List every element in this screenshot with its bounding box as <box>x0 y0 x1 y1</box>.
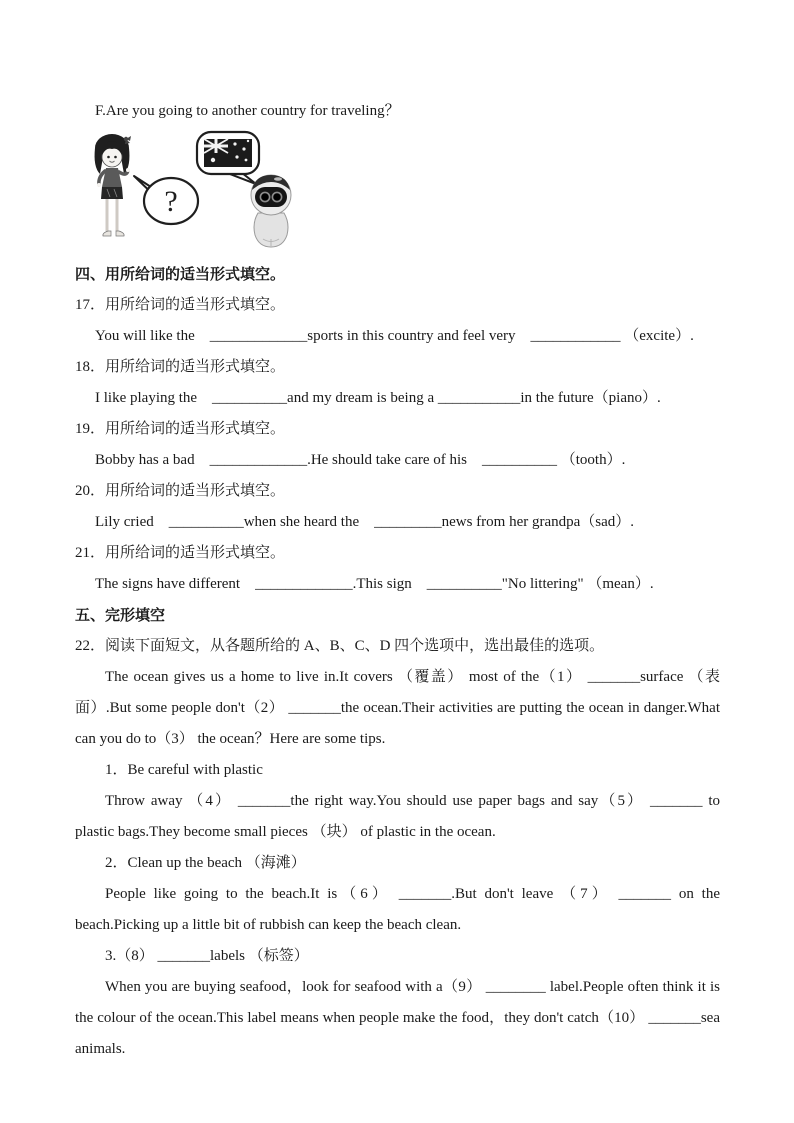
question-17-label: 17．用所给词的适当形式填空。 <box>75 297 286 313</box>
question-20-label: 20．用所给词的适当形式填空。 <box>75 483 286 499</box>
passage-paragraph-1: The ocean gives us a home to live in.It covers （覆盖） most of the（1） _______surface （表面）.But some people don't（2） _______the ocean.Their activities are putting the ocean in danger.What can you do to（3） the ocean？Here are some tips. <box>75 669 724 747</box>
passage-paragraph-4: When you are buying seafood，look for seafood with a（9） ________ label.People often think it is the colour of the ocean.This label means when people make the food，they don't catch（10） _______sea animals. <box>75 979 724 1057</box>
section-four-heading: 四、用所给词的适当形式填空。 <box>75 266 286 283</box>
question-20 <box>75 476 720 538</box>
australia-flag-icon <box>204 139 252 167</box>
question-19-label: 19．用所给词的适当形式填空。 <box>75 421 286 437</box>
passage-paragraph-2: Throw away （4） _______the right way.You should use paper bags and say（5） _______ to plastic bags.They become small pieces （块） of plastic in the ocean. <box>75 793 724 840</box>
question-18-sentence: I like playing the __________and my dream is being a ___________in the future（piano）. <box>95 390 661 406</box>
passage-paragraph-3: People like going to the beach.It is（6） _______.But don't leave （7） _______ on the beach.Picking up a little bit of rubbish can keep the beach clean. <box>75 886 724 933</box>
question-21-label: 21．用所给词的适当形式填空。 <box>75 545 286 561</box>
section-five-heading: 五、完形填空 <box>75 607 166 624</box>
question-17 <box>75 290 720 352</box>
question-19-sentence: Bobby has a bad _____________.He should take care of his __________ （tooth）. <box>95 452 626 468</box>
question-18-label: 18．用所给词的适当形式填空。 <box>75 359 286 375</box>
conversation-illustration <box>85 127 295 253</box>
robot-character-icon <box>251 175 291 247</box>
question-17-sentence: You will like the _____________sports in this country and feel very ____________ （excite）. <box>95 328 694 344</box>
question-21-sentence: The signs have different _____________.This sign __________"No littering" （mean）. <box>95 576 654 592</box>
flag-speech-bubble <box>197 132 259 184</box>
passage-tip-2-title: 2．Clean up the beach （海滩） <box>105 855 306 871</box>
passage-tip-3-title: 3.（8） _______labels （标签） <box>105 948 309 964</box>
passage-tip-1-title: 1．Be careful with plastic <box>105 762 263 778</box>
question-21 <box>75 538 720 600</box>
girl-character-icon <box>95 134 131 236</box>
question-speech-bubble <box>134 176 198 224</box>
question-20-sentence: Lily cried __________when she heard the _________news from her grandpa（sad）. <box>95 514 635 530</box>
question-19 <box>75 414 720 476</box>
question-22-label: 22．阅读下面短文，从各题所给的 A、B、C、D 四个选项中，选出最佳的选项。 <box>75 638 605 654</box>
dialogue-line-f: F.Are you going to another country for traveling？ <box>95 103 400 119</box>
question-18 <box>75 352 720 414</box>
question-mark-text: ? <box>164 185 178 218</box>
